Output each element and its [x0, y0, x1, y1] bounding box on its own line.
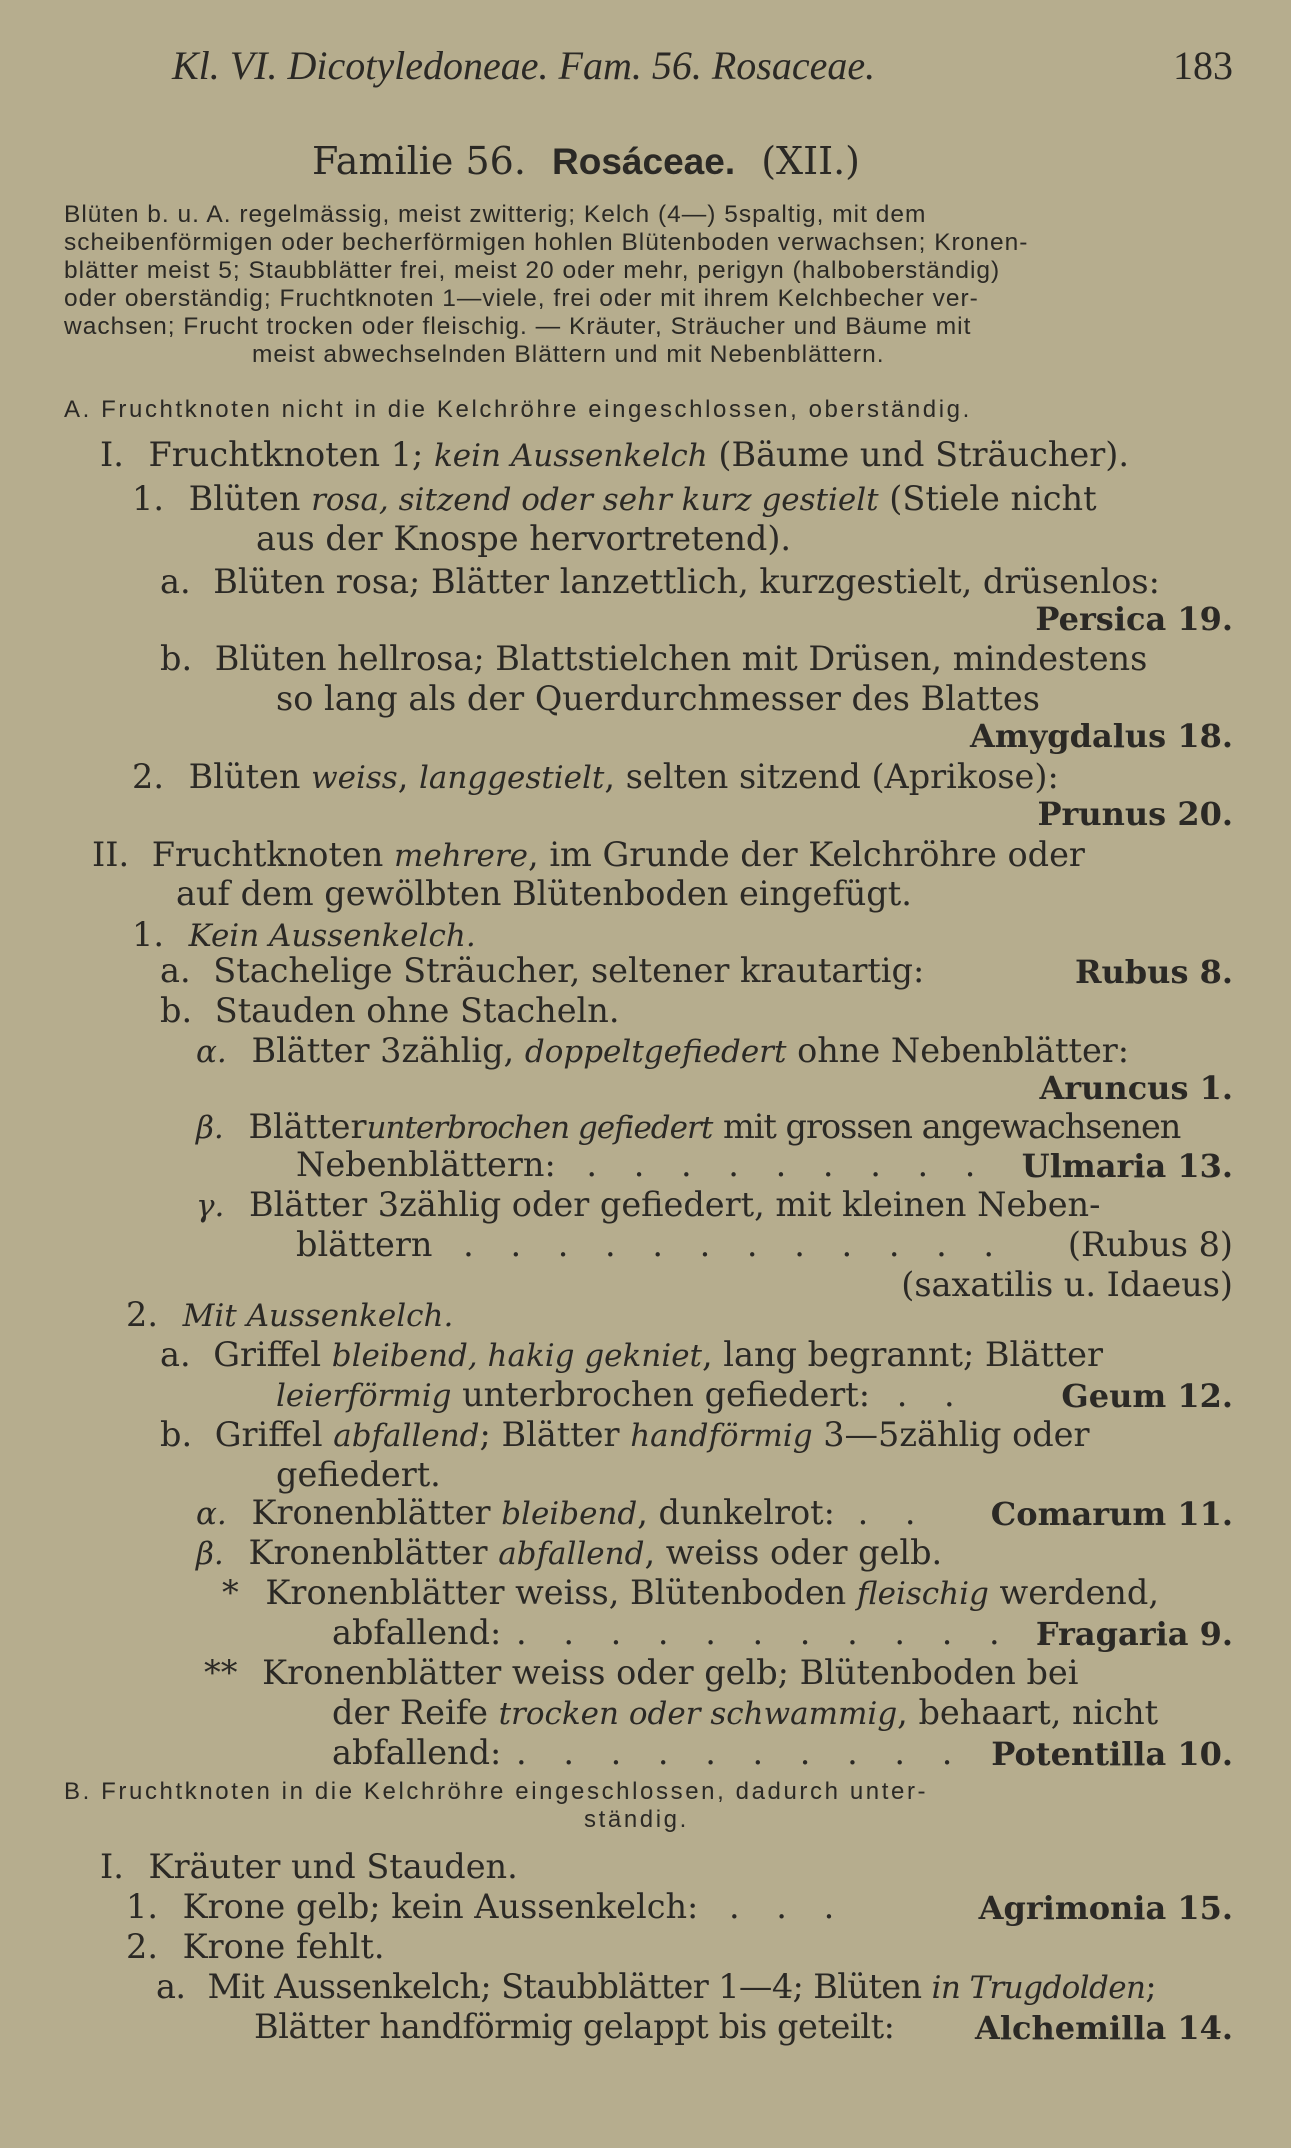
couplet-number: 2. — [126, 1927, 158, 1966]
family-title — [312, 139, 861, 183]
key-couplet: * Kronenblätter weiss, Blütenboden fleischig werdend, — [222, 1573, 1159, 1612]
key-couplet: I. Fruchtknoten 1; kein Aussenkelch (Bäume und Sträucher). — [100, 435, 1129, 474]
key-continuation: auf dem gewölbten Blütenboden eingefügt. — [176, 874, 912, 913]
key-couplet: a. Stachelige Sträucher, seltener krautartig: — [160, 951, 925, 990]
couplet-number: a. — [160, 562, 191, 601]
genus-name: Rubus 8. — [1074, 953, 1233, 991]
leader-dots: . . . . . . . . . . . . — [463, 1225, 1008, 1264]
couplet-number: a. — [160, 1335, 191, 1374]
section-heading: B. Fruchtknoten in die Kelchröhre eingeschlossen, dadurch unter- — [64, 1778, 929, 1805]
genus-name: Persica 19. — [1035, 600, 1233, 638]
key-couplet: α. Kronenblätter bleibend, dunkelrot: . . — [196, 1493, 929, 1532]
key-couplet: 1. Blüten rosa, sitzend oder sehr kurz gestielt (Stiele nicht — [132, 479, 1097, 518]
genus-name: Ulmaria 13. — [1021, 1147, 1233, 1185]
key-couplet: 2. Krone fehlt. — [126, 1927, 385, 1966]
genus-name: Alchemilla 14. — [975, 2009, 1233, 2047]
key-couplet: 1. Kein Aussenkelch. — [132, 915, 476, 954]
family-number: Familie 56. — [312, 139, 526, 183]
key-couplet: b. Blüten hellrosa; Blattstielchen mit Drüsen, mindestens — [160, 639, 1148, 678]
key-couplet: b. Griffel abfallend; Blätter handförmig 3—5zählig oder — [160, 1415, 1090, 1454]
couplet-number: γ. — [196, 1188, 225, 1224]
section-heading-continuation: ständig. — [584, 1806, 689, 1833]
couplet-number: 2. — [132, 757, 164, 796]
couplet-number: a. — [156, 1967, 186, 2006]
genus-name: Potentilla 10. — [991, 1735, 1233, 1773]
key-couplet: I. Kräuter und Stauden. — [100, 1847, 518, 1886]
key-couplet: a. Blüten rosa; Blätter lanzettlich, kurzgestielt, drüsenlos: — [160, 562, 1160, 601]
couplet-number: b. — [160, 991, 193, 1030]
key-continuation: so lang als der Querdurchmesser des Blattes — [276, 679, 1040, 718]
genus-note: (saxatilis u. Idaeus) — [901, 1265, 1233, 1304]
genus-name: Fragaria 9. — [1035, 1615, 1233, 1653]
couplet-number: β. — [196, 1536, 224, 1572]
genus-name: Aruncus 1. — [1039, 1069, 1233, 1107]
key-couplet: ** Kronenblätter weiss oder gelb; Blütenboden bei — [204, 1653, 1079, 1692]
couplet-number: 1. — [132, 915, 164, 954]
intro-line: blätter meist 5; Staubblätter frei, meist 20 oder mehr, perigyn (halboberständig) — [64, 257, 1001, 284]
key-couplet: a. Griffel bleibend, hakig gekniet, lang begrannt; Blätter — [160, 1335, 1103, 1374]
page-number: 183 — [1173, 43, 1233, 88]
leader-dots: . . . . . . . . . . — [516, 1733, 966, 1772]
key-couplet: 2. Blüten weiss, langgestielt, selten sitzend (Aprikose): — [132, 757, 1059, 796]
intro-line: scheibenförmigen oder becherförmigen hohlen Blütenboden verwachsen; Kronen- — [64, 229, 1029, 256]
couplet-number: α. — [196, 1496, 227, 1532]
couplet-number: α. — [196, 1034, 227, 1070]
key-couplet: β. Kronenblätter abfallend, weiss oder gelb. — [196, 1533, 943, 1572]
couplet-number: 2. — [126, 1295, 158, 1334]
genus-name: Amygdalus 18. — [969, 717, 1233, 755]
intro-line: oder oberständig; Fruchtknoten 1—viele, frei oder mit ihrem Kelchbecher ver- — [64, 285, 979, 312]
couplet-number: I. — [100, 435, 124, 474]
leader-dots: . . . . . . . . . . . . — [516, 1613, 1060, 1652]
linnaean-class: (XII.) — [761, 139, 861, 183]
key-couplet: 2. Mit Aussenkelch. — [126, 1295, 454, 1334]
key-couplet: 1. Krone gelb; kein Aussenkelch: . . . — [126, 1887, 848, 1926]
genus-name: Agrimonia 15. — [978, 1889, 1233, 1927]
couplet-number: * — [222, 1573, 239, 1612]
section-heading: A. Fruchtknoten nicht in die Kelchröhre eingeschlossen, oberständig. — [64, 396, 972, 423]
key-continuation: Blätter handförmig gelappt bis geteilt: — [254, 2007, 895, 2046]
key-couplet: α. Blätter 3zählig, doppeltgefiedert ohne Nebenblätter: — [196, 1031, 1130, 1070]
couplet-number: ** — [204, 1653, 238, 1692]
key-continuation: der Reife trocken oder schwammig, behaart, nicht — [332, 1693, 1159, 1732]
leader-dots: . . — [857, 1493, 929, 1532]
key-continuation: gefiedert. — [276, 1455, 441, 1494]
couplet-number: I. — [100, 1847, 124, 1886]
key-couplet: γ. Blätter 3zählig oder gefiedert, mit kleinen Neben- — [196, 1185, 1101, 1224]
genus-name: Prunus 20. — [1037, 795, 1233, 833]
couplet-number: II. — [92, 835, 130, 874]
couplet-number: 1. — [132, 479, 164, 518]
family-name: Rosáceae. — [552, 141, 736, 182]
key-couplet: II. Fruchtknoten mehrere, im Grunde der Kelchröhre oder — [92, 835, 1085, 874]
couplet-number: β. — [196, 1110, 224, 1146]
key-continuation: Nebenblättern: . . . . . . . . . — [296, 1145, 989, 1184]
key-continuation: aus der Knospe hervortretend). — [256, 519, 792, 558]
intro-line: wachsen; Frucht trocken oder fleischig. — Kräuter, Sträucher und Bäume mit — [64, 313, 972, 340]
genus-name: (Rubus 8) — [1067, 1225, 1233, 1264]
leader-dots: . . — [896, 1375, 968, 1414]
key-continuation: leierförmig unterbrochen gefiedert: . . — [276, 1375, 968, 1414]
couplet-number: a. — [160, 951, 191, 990]
genus-name: Geum 12. — [1061, 1377, 1233, 1415]
leader-dots: . . . . . . . . . — [586, 1145, 989, 1184]
key-couplet: b. Stauden ohne Stacheln. — [160, 991, 620, 1030]
key-continuation: abfallend: . . . . . . . . . . — [332, 1733, 966, 1772]
key-couplet: β. Blätterunterbrochen gefiedert mit grossen angewachsenen — [196, 1107, 1181, 1146]
key-continuation: abfallend: . . . . . . . . . . . . — [332, 1613, 1060, 1652]
intro-line: meist abwechselnden Blättern und mit Nebenblättern. — [252, 341, 885, 368]
couplet-number: b. — [160, 639, 193, 678]
intro-line: Blüten b. u. A. regelmässig, meist zwitterig; Kelch (4—) 5spaltig, mit dem — [64, 201, 927, 228]
couplet-number: b. — [160, 1415, 193, 1454]
key-couplet: a. Mit Aussenkelch; Staubblätter 1—4; Blüten in Trugdolden; — [156, 1967, 1157, 2006]
genus-name: Comarum 11. — [990, 1495, 1233, 1533]
couplet-number: 1. — [126, 1887, 158, 1926]
leader-dots: . . . — [728, 1887, 848, 1926]
key-continuation: blättern . . . . . . . . . . . . — [296, 1225, 1008, 1264]
running-header: Kl. VI. Dicotyledoneae. Fam. 56. Rosaceae. — [172, 43, 876, 88]
